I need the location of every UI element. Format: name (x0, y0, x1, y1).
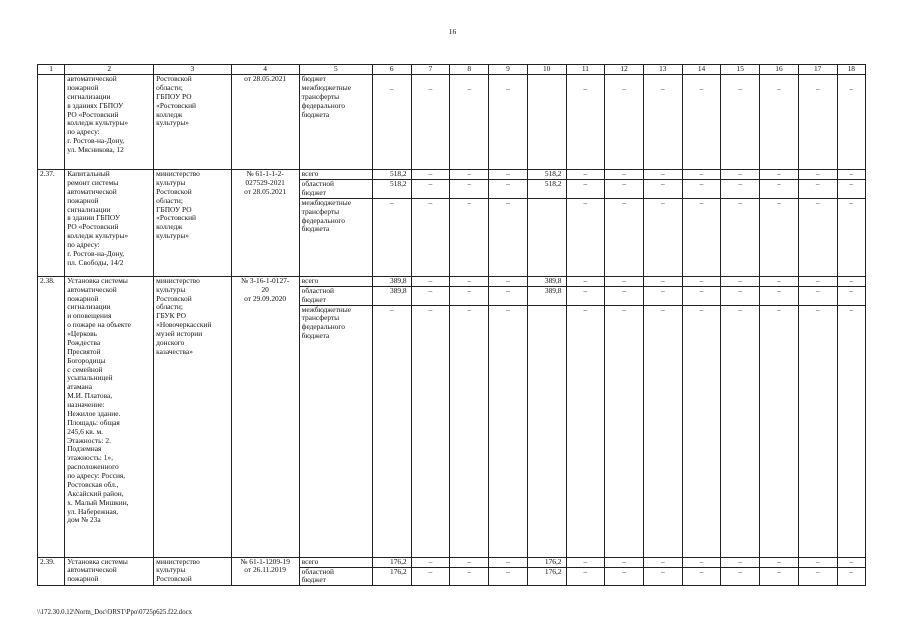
value-cell: – (566, 286, 605, 305)
value-cell: – (798, 557, 837, 567)
funding-source: межбюджетные трансферты федерального бюджета (299, 198, 372, 276)
funding-source: областной бюджет (299, 180, 372, 199)
value-cell: – (721, 286, 760, 305)
value-cell: – (411, 198, 450, 276)
value-cell: – (411, 170, 450, 180)
value-cell: – (682, 170, 721, 180)
value-cell: – (411, 180, 450, 199)
header-cell: 4 (231, 65, 299, 75)
value-cell: – (489, 286, 528, 305)
row-number: 2.38. (38, 276, 65, 557)
value-cell: – (682, 305, 721, 557)
item-description: Установка системы автоматической пожарной сигнализации и оповещения о пожаре на объекте «Церковь Рождества Пресвятой Богородицы с семейной усыпальницей атамана М.И. Платова, назначение: Нежилое здание. Площадь: общая 245,6 кв. м. Этажность: 2. Подземная этажность: 1», расположенного по адресу: Россия, Ростовская обл., Аксайский район, х. Малый Мишкин, ул. Набережная, дом № 23а (65, 276, 154, 557)
header-cell: 8 (450, 65, 489, 75)
value-cell: – (450, 557, 489, 567)
value-cell: – (760, 567, 799, 586)
executor: министерство культуры Ростовской области; ГБУК РО «Новочеркасский музей истории донского казачества» (154, 276, 231, 557)
value-cell: – (721, 170, 760, 180)
value-cell: – (566, 276, 605, 286)
value-cell: – (605, 75, 644, 170)
amount-total: 518,2 (372, 170, 411, 180)
amount-total: 389,8 (372, 276, 411, 286)
value-cell: – (643, 198, 682, 276)
expertise-ref: от 28.05.2021 (231, 75, 299, 170)
funding-source: всего (299, 276, 372, 286)
value-cell: – (605, 286, 644, 305)
value-cell (527, 75, 566, 170)
value-cell: – (682, 75, 721, 170)
value-cell: – (643, 557, 682, 567)
value-cell: – (682, 567, 721, 586)
value-cell: – (605, 170, 644, 180)
funding-source: всего (299, 170, 372, 180)
value-cell: – (566, 75, 605, 170)
header-cell: 10 (527, 65, 566, 75)
header-cell: 17 (798, 65, 837, 75)
table-row (38, 557, 866, 567)
value-cell: – (721, 567, 760, 586)
value-cell: – (837, 276, 865, 286)
row-number: 2.37. (38, 170, 65, 277)
value-cell: – (798, 305, 837, 557)
value-cell: – (721, 276, 760, 286)
value-cell: – (798, 567, 837, 586)
value-cell: – (411, 305, 450, 557)
value-cell: – (760, 198, 799, 276)
value-cell: – (798, 198, 837, 276)
value-cell: – (798, 180, 837, 199)
value-cell: – (605, 180, 644, 199)
value-cell: – (372, 75, 411, 170)
value-cell: – (411, 286, 450, 305)
value-cell: – (643, 75, 682, 170)
funding-source: межбюджетные трансферты федерального бюджета (299, 305, 372, 557)
amount-year: 176,2 (527, 567, 566, 586)
header-cell: 12 (605, 65, 644, 75)
value-cell: – (643, 276, 682, 286)
row-number: 2.39. (38, 557, 65, 586)
value-cell: – (605, 567, 644, 586)
value-cell: – (837, 180, 865, 199)
value-cell: – (837, 170, 865, 180)
executor: Ростовской области; ГБПОУ РО «Ростовский колледж культуры» (154, 75, 231, 170)
value-cell: – (411, 75, 450, 170)
expertise-ref: № 61-1-1209-19 от 26.11.2019 (231, 557, 299, 586)
value-cell: – (837, 286, 865, 305)
header-cell: 2 (65, 65, 154, 75)
value-cell: – (566, 305, 605, 557)
value-cell: – (682, 276, 721, 286)
value-cell: – (798, 75, 837, 170)
value-cell: – (760, 75, 799, 170)
value-cell: – (450, 180, 489, 199)
funding-source: областной бюджет (299, 567, 372, 586)
value-cell: – (411, 276, 450, 286)
value-cell: – (760, 305, 799, 557)
funding-source: областной бюджет (299, 286, 372, 305)
value-cell: – (450, 567, 489, 586)
header-cell: 3 (154, 65, 231, 75)
page-number: 16 (448, 27, 457, 36)
value-cell: – (450, 286, 489, 305)
value-cell: – (489, 180, 528, 199)
header-cell: 16 (760, 65, 799, 75)
value-cell: – (489, 567, 528, 586)
executor: министерство культуры Ростовской области; ГБПОУ РО «Ростовский колледж культуры» (154, 170, 231, 277)
table-row (38, 170, 866, 180)
amount-year: 389,8 (527, 276, 566, 286)
value-cell: – (450, 75, 489, 170)
executor: министерство культуры Ростовской (154, 557, 231, 586)
value-cell: – (372, 305, 411, 557)
value-cell: – (489, 276, 528, 286)
value-cell: – (489, 557, 528, 567)
value-cell: – (837, 75, 865, 170)
value-cell: – (605, 276, 644, 286)
table-row (38, 276, 866, 286)
item-description: Капитальный ремонт системы автоматической пожарной сигнализации в здании ГБПОУ РО «Ростовский колледж культуры» по адресу: г. Ростов-на-Дону, пл. Свободы, 14/2 (65, 170, 154, 277)
value-cell: – (489, 75, 528, 170)
value-cell: – (643, 170, 682, 180)
value-cell: – (566, 170, 605, 180)
value-cell: – (411, 567, 450, 586)
value-cell (527, 198, 566, 276)
header-cell: 5 (299, 65, 372, 75)
value-cell: – (760, 286, 799, 305)
header-cell: 7 (411, 65, 450, 75)
value-cell: – (605, 198, 644, 276)
header-cell: 15 (721, 65, 760, 75)
item-description: автоматической пожарной сигнализации в зданиях ГБПОУ РО «Ростовский колледж культуры» по адресу: г. Ростов-на-Дону, ул. Мясникова, 12 (65, 75, 154, 170)
value-cell: – (837, 305, 865, 557)
value-cell: – (837, 567, 865, 586)
table-row (38, 75, 866, 170)
value-cell: – (798, 276, 837, 286)
header-cell: 18 (837, 65, 865, 75)
expertise-ref: № 3-16-1-0127- 20 от 29.09.2020 (231, 276, 299, 557)
value-cell: – (798, 170, 837, 180)
funding-source: всего (299, 557, 372, 567)
value-cell: – (643, 567, 682, 586)
header-cell: 11 (566, 65, 605, 75)
header-cell: 13 (643, 65, 682, 75)
value-cell (527, 305, 566, 557)
amount-total: 176,2 (372, 567, 411, 586)
value-cell: – (566, 567, 605, 586)
value-cell: – (837, 557, 865, 567)
value-cell: – (682, 180, 721, 199)
program-table (37, 64, 866, 586)
value-cell: – (489, 170, 528, 180)
value-cell: – (605, 557, 644, 567)
value-cell: – (566, 557, 605, 567)
row-number (38, 75, 65, 170)
value-cell: – (643, 286, 682, 305)
amount-total: 389,8 (372, 286, 411, 305)
value-cell: – (682, 286, 721, 305)
value-cell: – (721, 75, 760, 170)
value-cell: – (411, 557, 450, 567)
funding-source: бюджет межбюджетные трансферты федерального бюджета (299, 75, 372, 170)
value-cell: – (643, 180, 682, 199)
amount-total: 176,2 (372, 557, 411, 567)
value-cell: – (489, 305, 528, 557)
value-cell: – (450, 276, 489, 286)
header-cell: 6 (372, 65, 411, 75)
header-cell: 1 (38, 65, 65, 75)
value-cell: – (760, 180, 799, 199)
value-cell: – (643, 305, 682, 557)
amount-year: 389,8 (527, 286, 566, 305)
value-cell: – (760, 557, 799, 567)
file-path-footer: \\172.30.0.12\Norm_Doc\ORST\Ppo\0725p625.f22.docx (37, 609, 193, 616)
value-cell: – (450, 170, 489, 180)
value-cell: – (721, 198, 760, 276)
amount-year: 518,2 (527, 180, 566, 199)
amount-total: 518,2 (372, 180, 411, 199)
amount-year: 176,2 (527, 557, 566, 567)
item-description: Установка системы автоматической пожарной (65, 557, 154, 586)
value-cell: – (760, 276, 799, 286)
value-cell: – (566, 198, 605, 276)
value-cell: – (605, 305, 644, 557)
value-cell: – (450, 305, 489, 557)
value-cell: – (489, 198, 528, 276)
header-cell: 9 (489, 65, 528, 75)
value-cell: – (450, 198, 489, 276)
amount-year: 518,2 (527, 170, 566, 180)
header-cell: 14 (682, 65, 721, 75)
value-cell: – (372, 198, 411, 276)
value-cell: – (721, 180, 760, 199)
value-cell: – (566, 180, 605, 199)
value-cell: – (798, 286, 837, 305)
header-row (38, 65, 866, 75)
value-cell: – (721, 305, 760, 557)
value-cell: – (721, 557, 760, 567)
value-cell: – (760, 170, 799, 180)
value-cell: – (682, 557, 721, 567)
expertise-ref: № 61-1-1-2- 027529-2021 от 28.05.2021 (231, 170, 299, 277)
value-cell: – (682, 198, 721, 276)
value-cell: – (837, 198, 865, 276)
